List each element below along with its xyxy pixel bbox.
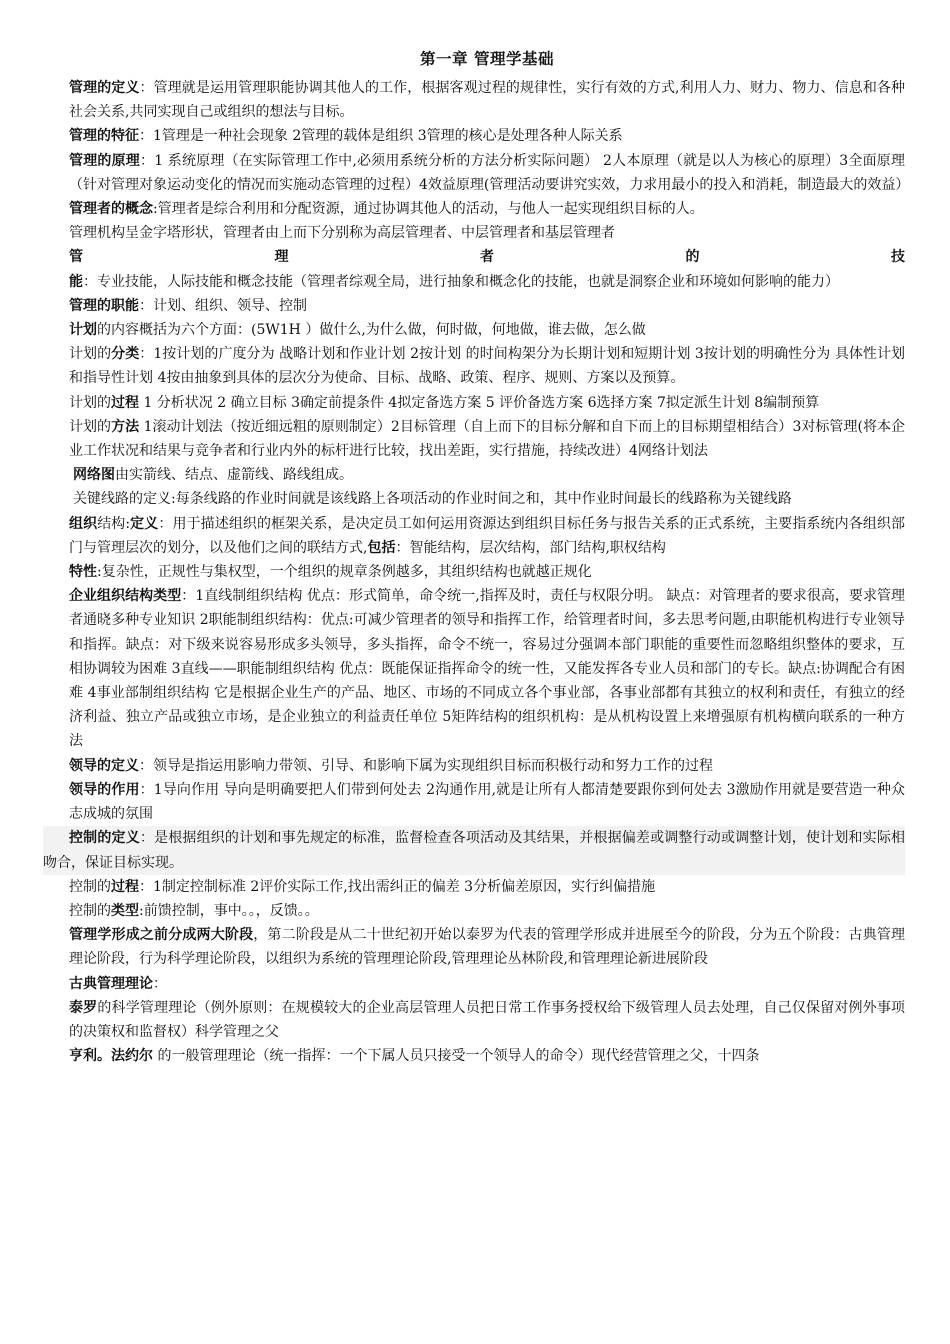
bold-term: 领导的作用	[69, 781, 140, 798]
document-body	[43, 76, 910, 1068]
paragraph-p18	[69, 778, 905, 826]
paragraph-text: ，第二阶段是从二十世纪初开始以泰罗为代表的管理学形成并进展至今的阶段，分为五个阶段：古典管理理论阶段，行为科学理论阶段，以组织为系统的管理理论阶段,管理理论丛林阶段,和管理理论新进展阶段	[69, 927, 906, 968]
paragraph-p10	[69, 391, 905, 415]
paragraph-text: ：智能结构，层次结构，部门结构,职权结构	[395, 539, 666, 556]
paragraph-text: 管理机构呈金字塔形状，管理者由上而下分别称为高层管理者、中层管理者和基层管理者	[69, 225, 615, 242]
paragraph-p23	[69, 972, 905, 996]
bold-term: 泰罗	[69, 999, 98, 1016]
paragraph-text: 控制的	[69, 878, 111, 895]
paragraph-text: ：1制定控制标准 2评价实际工作,找出需纠正的偏差 3分析偏差原因，实行纠偏措施	[139, 878, 656, 895]
paragraph-text: 计划的	[69, 394, 111, 411]
paragraph-text: 关键线路的定义:每条线路的作业时间就是该线路上各项活动的作业时间之和，其中作业时间最长的线路称为关键线路	[73, 491, 792, 508]
paragraph-p19	[43, 826, 905, 874]
bold-term: 方法	[111, 418, 140, 435]
paragraph-text: 计划的	[69, 346, 112, 363]
paragraph-text: 1滚动计划法（按近细远粗的原则制定）2目标管理（自上而下的目标分解和自下而上的目标期望相结合）3对标管理(将本企业工作状况和结果与竞争者和行业内外的标杆进行比较，找出差距，实行措施，持续改进）4网络计划法	[69, 418, 906, 460]
paragraph-p24	[69, 996, 905, 1044]
paragraph-p17	[69, 754, 905, 778]
paragraph-p14	[69, 512, 905, 560]
bold-term: 管理的定义	[69, 80, 140, 96]
paragraph-text: :前馈控制，事中。。，反馈。。	[139, 902, 319, 919]
paragraph-text: 结构:	[97, 515, 131, 532]
paragraph-p12	[69, 463, 905, 487]
bold-term: 管理学形成之前分成两大阶段	[69, 927, 254, 944]
paragraph-text: ：用于描述组织的框架关系，是决定员工如何运用资源达到组织目标任务与报告关系的正式系统，主要指系统内各组织部门与管理层次的划分，以及他们之间的联结方式,	[69, 515, 906, 556]
paragraph-p5	[69, 221, 905, 245]
paragraph-text: ：1导向作用 导向是明确要把人们带到何处去 2沟通作用,就是让所有人都清楚要跟你到何处去 3激励作用就是要营造一种众志成城的氛围	[69, 781, 905, 823]
bold-term: 古典管理理论	[69, 975, 153, 992]
paragraph-p1	[69, 76, 905, 124]
paragraph-p4	[69, 197, 905, 221]
paragraph-text: 的科学管理理论（例外原则：在规模较大的企业高层管理人员把日常工作事务授权给下级管理人员去处理，自己仅保留对例外事项的决策权和监督权）科学管理之父	[69, 999, 906, 1040]
paragraph-p8	[69, 318, 905, 342]
paragraph-text: 控制的	[69, 902, 111, 919]
bold-term: 领导的定义	[69, 757, 139, 774]
paragraph-p7	[69, 294, 905, 318]
paragraph-text: 由实箭线、结点、虚箭线、路线组成。	[115, 467, 353, 484]
bold-term: 过程	[111, 394, 139, 411]
document-page	[43, 46, 910, 1068]
bold-term: 控制的定义	[69, 830, 140, 847]
bold-term: 计划	[69, 322, 97, 339]
bold-term: 分类	[111, 346, 140, 363]
paragraph-text: 的内容概括为六个方面：(5W1H ）做什么,为什么做，何时做，何地做，谁去做，怎么做	[97, 322, 646, 339]
paragraph-text: ：是根据组织的计划和事先规定的标准，监督检查各项活动及其结果，并根据偏差或调整行动或调整计划，使计划和实际相吻合，保证目标实现。	[43, 830, 906, 871]
paragraph-text: :管理者是综合利用和分配资源，通过协调其他人的活动，与他人一起实现组织目标的人。	[153, 201, 704, 218]
paragraph-text: ：专业技能，人际技能和概念技能（管理者综观全局，进行抽象和概念化的技能，也就是洞察企业和环境如何影响的能力）	[83, 273, 839, 290]
paragraph-text: ：计划、组织、领导、控制	[139, 297, 307, 314]
bold-term: 包括	[367, 539, 396, 556]
paragraph-p20	[69, 875, 905, 899]
paragraph-p11	[69, 415, 905, 463]
bold-term: 亨利。法约尔	[69, 1048, 153, 1065]
paragraph-p22	[69, 923, 905, 971]
paragraph-p21	[69, 899, 905, 923]
paragraph-p15	[69, 560, 905, 584]
paragraph-text: ：1 系统原理（在实际管理工作中,必须用系统分析的方法分析实际问题） 2人本原理（就是以人为核心的原理）3全面原理（针对管理对象运动变化的情况而实施动态管理的过程）4效益原理(管理活动要讲究实效，力求用最小的投入和消耗，制造最大的效益）	[69, 152, 910, 193]
paragraph-p2	[69, 124, 905, 148]
paragraph-p25	[69, 1044, 905, 1068]
paragraph-text: ：1管理是一种社会现象 2管理的载体是组织 3管理的核心是处理各种人际关系	[139, 128, 623, 145]
bold-term: 过程	[111, 878, 139, 895]
bold-term: 类型	[111, 902, 139, 919]
paragraph-p13	[69, 487, 905, 511]
paragraph-text: ：管理就是运用管理职能协调其他人的工作，根据客观过程的规律性，实行有效的方式,利用人力、财力、物力、信息和各种社会关系,共同实现自己或组织的想法与目标。	[69, 80, 906, 121]
paragraph-text: ：	[153, 975, 167, 992]
paragraph-text: 的一般管理理论（统一指挥：一个下属人员只接受一个领导人的命令）现代经营管理之父，十四条	[153, 1048, 760, 1065]
bold-term: 组织	[69, 515, 98, 532]
paragraph-p16	[69, 584, 905, 753]
bold-term: 管理者的概念	[69, 201, 153, 218]
bold-term: 企业组织结构类型	[69, 588, 182, 605]
bold-term: 特性	[69, 564, 97, 581]
bold-term: 管理的原理	[69, 152, 140, 169]
paragraph-text: ：1按计划的广度分为 战略计划和作业计划 2按计划 的时间构架分为长期计划和短期计划 3按计划的明确性分为 具体性计划和指导性计划 4按由抽象到具体的层次分为使命、目标、战略、政策、程序、规则、方案以及预算。	[69, 346, 906, 387]
paragraph-text: ：1直线制组织结构 优点：形式简单，命令统一,指挥及时，责任与权限分明。 缺点：对管理者的要求很高，要求管理者通晓多种专业知识 2职能制组织结构：优点:可减少管理者的领导和指挥工作，给管理者时间，多去思考问题,由职能机构进行专业领导和指挥。缺点：对下级来说容易形成多头领导，多头指挥，命令不统一，容易过分强调本部门职能的重要性而忽略组织整体的要求，互相协调较为困难 3直线——职能制组织结构 优点：既能保证指挥命令的统一性，又能发挥各专业人员和部门的专长。缺点:协调配合有困难 4事业部制组织结构 它是根据企业生产的产品、地区、市场的不同成立各个事业部，各事业部都有其独立的权利和责任，有独立的经济利益、独立产品或独立市场，是企业独立的利益责任单位 5矩阵结构的组织机构：是从机构设置上来增强原有机构横向联系的一种方法	[69, 588, 905, 750]
paragraph-text: :复杂性，正规性与集权型，一个组织的规章条例越多，其组织结构也就越正规化	[97, 564, 592, 581]
paragraph-p3	[69, 149, 910, 197]
bold-term: 网络图	[73, 467, 115, 484]
bold-term: 管理者的技能	[69, 249, 905, 290]
paragraph-text: 1 分析状况 2 确立目标 3确定前提条件 4拟定备选方案 5 评价备选方案 6选择方案 7拟定派生计划 8编制预算	[139, 394, 820, 411]
paragraph-p6	[69, 245, 905, 293]
bold-term: 管理的职能	[69, 297, 139, 314]
paragraph-p9	[69, 342, 905, 390]
bold-term: 定义	[130, 515, 159, 532]
paragraph-text: ：领导是指运用影响力带领、引导、和影响下属为实现组织目标而积极行动和努力工作的过程	[139, 757, 713, 774]
paragraph-text: 计划的	[69, 418, 112, 435]
chapter-title: 第一章 管理学基础	[420, 49, 554, 68]
bold-term: 管理的特征	[69, 128, 139, 145]
